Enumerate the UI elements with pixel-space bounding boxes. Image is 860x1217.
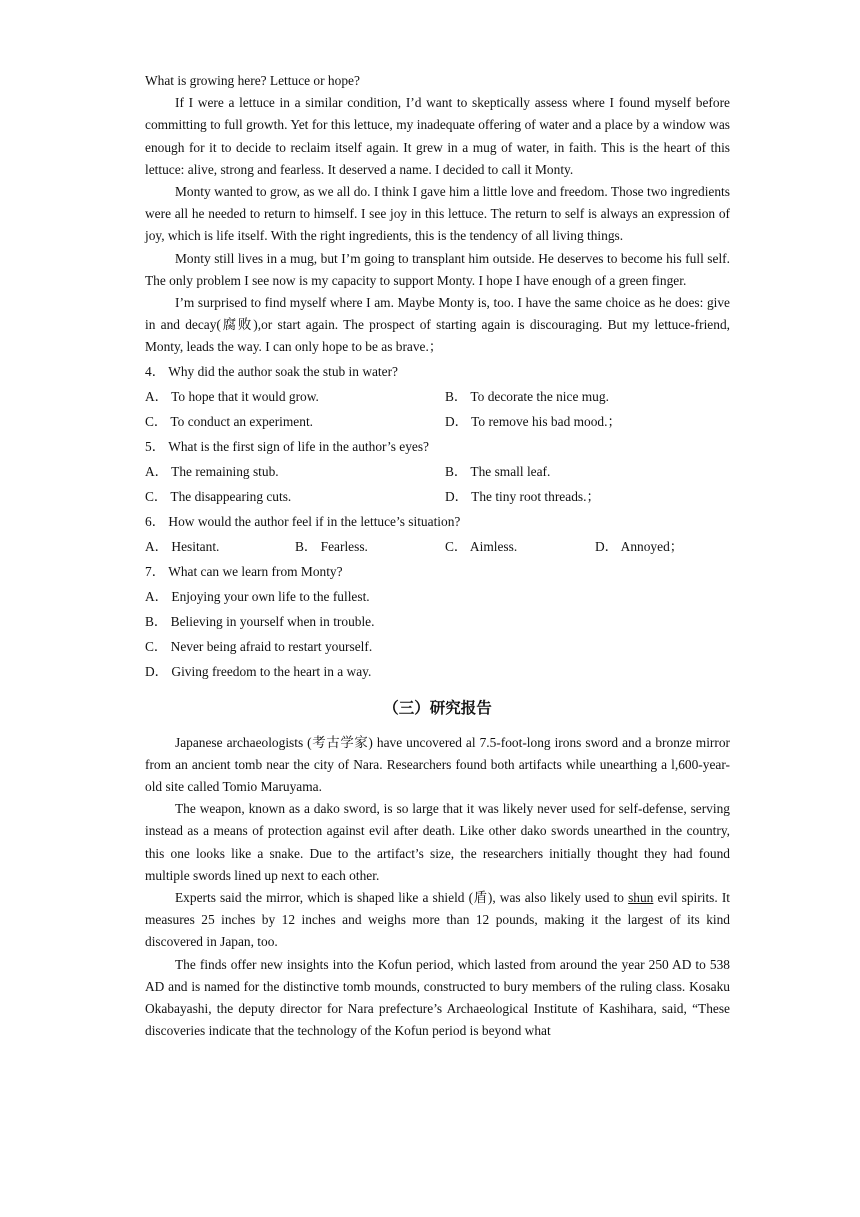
option-b: B． Believing in yourself when in trouble. bbox=[145, 613, 375, 629]
passage1-paragraph-1: If I were a lettuce in a similar condition, I’d want to skeptically assess where I found myself before committing to full growth. Yet for this lettuce, my inadequate offering of water and a place by a window was enough for it to decide to reclaim itself again. It grew in a mug of water, in faith. This is the heart of this lettuce: alive, strong and fearless. It deserved a name. I decided to call it Monty. bbox=[145, 95, 730, 177]
question-6 bbox=[145, 509, 730, 559]
question-stem: 4． Why did the author soak the stub in water? bbox=[145, 363, 399, 379]
question-stem: 5． What is the first sign of life in the author’s eyes? bbox=[145, 438, 429, 454]
question-stem: 7． What can we learn from Monty? bbox=[145, 563, 343, 579]
option-a: A． To hope that it would grow. bbox=[145, 388, 319, 404]
question-4 bbox=[145, 359, 730, 434]
passage1-paragraph-4: I’m surprised to find myself where I am. Maybe Monty is, too. I have the same choice as he does: give in and decay(腐败),or start again. The prospect of starting again is discouraging. But my lettuce-friend, Monty, leads the way. I can only hope to be as brave.； bbox=[145, 295, 730, 355]
option-d: D． Annoyed； bbox=[595, 538, 684, 554]
option-a: A． The remaining stub. bbox=[145, 463, 279, 479]
text-run: Experts said the mirror, which is shaped like a shield (盾), was also likely used to bbox=[175, 890, 629, 906]
passage2-paragraph-3 bbox=[145, 887, 730, 954]
option-d: D． To remove his bad mood.； bbox=[445, 413, 621, 429]
option-c: C． To conduct an experiment. bbox=[145, 413, 314, 429]
passage1-paragraph-0: What is growing here? Lettuce or hope? bbox=[145, 73, 360, 88]
option-c: C． The disappearing cuts. bbox=[145, 488, 292, 504]
passage2-paragraph-2: The weapon, known as a dako sword, is so large that it was likely never used for self-defense, serving instead as a means of protection against evil after death. Like other dako swords unearthed in the country, this one looks like a snake. Due to the artifact’s size, the researchers initially thought they had found multiple swords lined up next to each other. bbox=[145, 801, 730, 883]
option-a: A． Hesitant. bbox=[145, 538, 220, 554]
question-7 bbox=[145, 559, 730, 684]
option-a: A． Enjoying your own life to the fullest. bbox=[145, 588, 370, 604]
option-b: B． Fearless. bbox=[295, 538, 368, 554]
option-c: C． Never being afraid to restart yourself. bbox=[145, 638, 373, 654]
text-run: evil spirits. It measures 25 inches by 12 inches and weighs more than 12 pounds, making it the largest of its kind discovered in Japan, too. bbox=[145, 890, 730, 950]
section-title: （三）研究报告 bbox=[383, 698, 492, 717]
passage2-paragraph-1: Japanese archaeologists (考古学家) have uncovered al 7.5-foot-long irons sword and a bronze mirror from an ancient tomb near the city of Nara. Researchers found both artifacts while unearthing a l,600-year-old site called Tomio Maruyama. bbox=[145, 734, 730, 795]
option-d: D． Giving freedom to the heart in a way. bbox=[145, 663, 372, 679]
option-b: B． To decorate the nice mug. bbox=[445, 388, 609, 404]
option-d: D． The tiny root threads.； bbox=[445, 488, 600, 504]
underlined-word: shun bbox=[628, 890, 654, 906]
question-5 bbox=[145, 434, 730, 509]
question-stem: 6． How would the author feel if in the lettuce’s situation? bbox=[145, 513, 461, 529]
document-page bbox=[145, 70, 730, 1042]
option-b: B． The small leaf. bbox=[445, 463, 551, 479]
passage1-paragraph-2: Monty wanted to grow, as we all do. I think I gave him a little love and freedom. Those two ingredients were all he needed to return to himself. I see joy in this lettuce. The return to self is always an expression of joy, which is life itself. With the right ingredients, this is the tendency of all living things. bbox=[145, 184, 730, 244]
passage1-paragraph-3: Monty still lives in a mug, but I’m going to transplant him outside. He deserves to become his full self. The only problem I see now is my capacity to support Monty. I hope I have enough of a green finger. bbox=[145, 250, 730, 288]
option-c: C． Aimless. bbox=[445, 538, 518, 554]
passage2-paragraph-4: The finds offer new insights into the Kofun period, which lasted from around the year 250 AD to 538 AD and is named for the distinctive tomb mounds, constructed to bury members of the ruling class. Kosaku Okabayashi, the deputy director for Nara prefecture’s Archaeological Institute of Kashihara, said, “These discoveries indicate that the technology of the Kofun period is beyond what bbox=[145, 956, 730, 1039]
